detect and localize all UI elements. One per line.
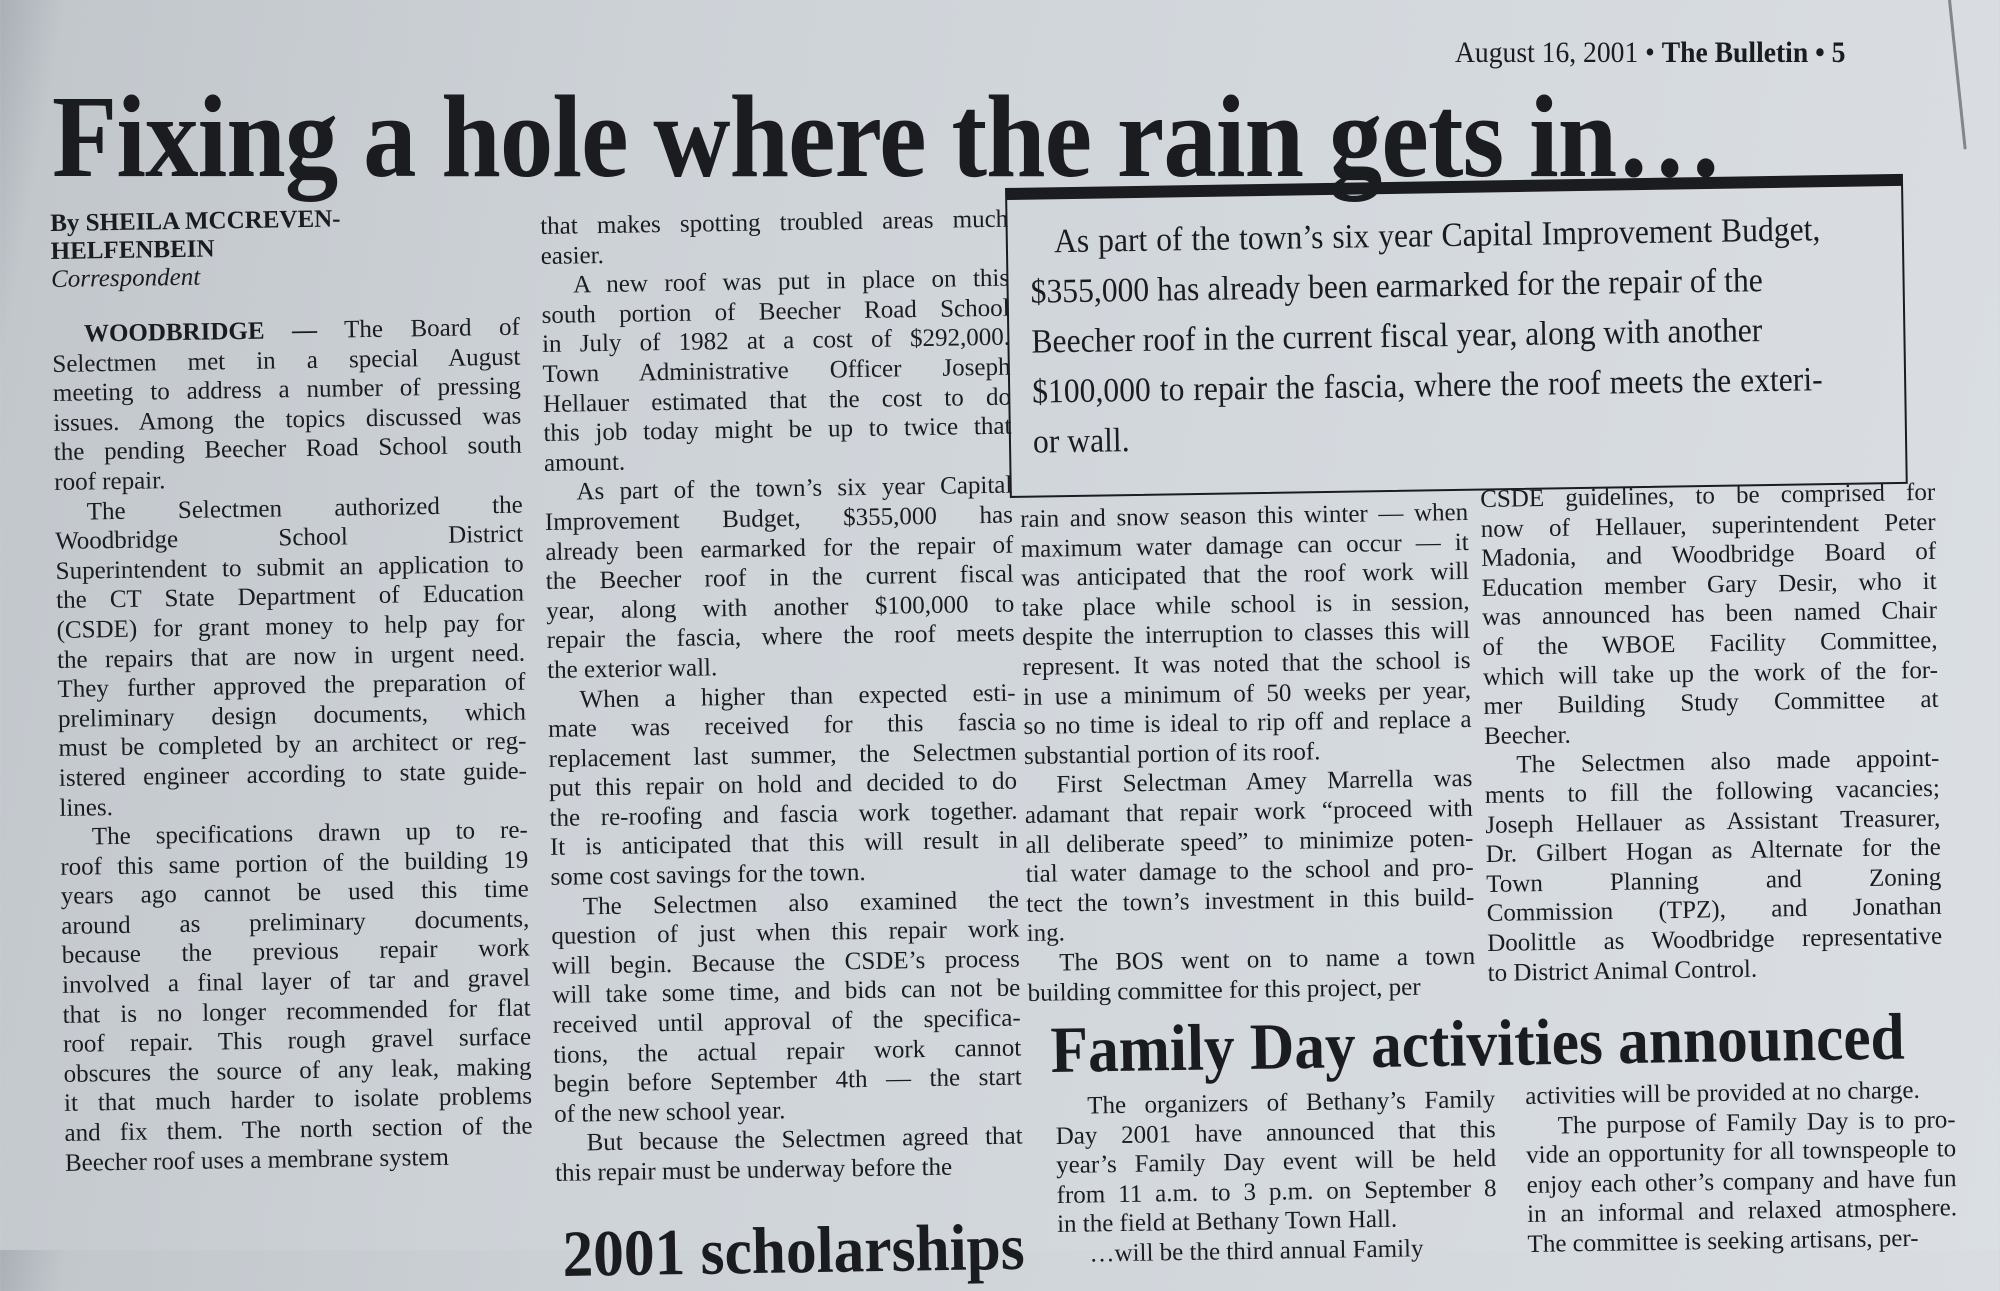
page-dateline bbox=[1455, 36, 1845, 70]
paragraph bbox=[55, 490, 528, 823]
text-line: replacement last summer, the Selectmen bbox=[548, 738, 1017, 773]
article-body bbox=[540, 205, 1023, 1189]
paragraph bbox=[1055, 1085, 1497, 1240]
text-line: …will be the third annual Family bbox=[1089, 1235, 1424, 1268]
text-line: because the previous repair work bbox=[61, 935, 530, 970]
text-line: lines. bbox=[59, 793, 114, 822]
text-line: was anticipated that the roof work will bbox=[1020, 558, 1470, 593]
text-line: the CT State Department of Education bbox=[55, 579, 525, 615]
text-line: year’s Family Day event will be held bbox=[1055, 1145, 1497, 1180]
text-line: which will take up the work of the for- bbox=[1482, 656, 1939, 691]
text-line: mate was received for this fascia bbox=[547, 708, 1017, 744]
paragraph bbox=[540, 205, 1009, 272]
text-line: already been earmarked for the repair of bbox=[545, 531, 1014, 566]
text-line: it that much harder to isolate problems bbox=[63, 1082, 533, 1118]
byline: By SHEILA MCCREVEN- HELFENBEIN bbox=[50, 205, 341, 265]
pull-quote: As part of the town’s six year Capital Improvement Budget, $355,000 has already been earmarked for the repair of the Beecher roof in the current fiscal year, along with another $100,000 to repair the fascia, where the roof meets the exteri- or wall. bbox=[1030, 211, 1823, 461]
publication-name: The Bulletin bbox=[1661, 36, 1809, 69]
paragraph bbox=[52, 313, 523, 498]
text-line: begin before September 4th — the start bbox=[553, 1063, 1022, 1099]
paragraph bbox=[551, 885, 1023, 1129]
text-line: involved a final layer of tar and gravel bbox=[61, 964, 531, 999]
article-body bbox=[1055, 1085, 1498, 1269]
text-line: south portion of Beecher Road School bbox=[541, 294, 1010, 329]
text-line: It is anticipated that this will result in bbox=[549, 827, 1019, 862]
paragraph bbox=[547, 678, 1018, 892]
text-line: roof repair. bbox=[54, 467, 166, 496]
text-line: (CSDE) for grant money to help pay for bbox=[56, 609, 525, 644]
text-line: Selectmen met in a special August bbox=[52, 343, 521, 378]
text-line: rain and snow season this winter — when bbox=[1020, 498, 1469, 533]
text-line: was announced has been named Chair bbox=[1481, 597, 1938, 632]
text-line: Madonia, and Woodbridge Board of bbox=[1480, 538, 1937, 573]
text-line: The Selectmen also made appoint- bbox=[1516, 745, 1940, 779]
text-line: the repairs that are now in urgent need. bbox=[56, 639, 526, 674]
article-column-2 bbox=[540, 205, 1023, 1189]
text-line: But because the Selectmen agreed that bbox=[586, 1122, 1023, 1157]
text-line: obscures the source of any leak, making bbox=[63, 1053, 532, 1088]
text-line: Beecher roof uses a membrane system bbox=[64, 1143, 450, 1177]
text-fragment: The Board of bbox=[343, 313, 521, 344]
paragraph bbox=[1484, 744, 1943, 988]
text-line: will take some time, and bids can not be bbox=[552, 974, 1021, 1010]
text-line: mer Building Study Committee at bbox=[1483, 685, 1939, 721]
text-line: When a higher than expected esti- bbox=[579, 679, 1016, 713]
text-line: that makes spotting troubled areas much bbox=[540, 205, 1009, 240]
text-line: roof this same portion of the building 19 bbox=[60, 846, 529, 881]
article-body bbox=[1525, 1075, 1958, 1259]
text-line: roof repair. This rough gravel surface bbox=[62, 1023, 532, 1059]
text-line: building committee for this project, per bbox=[1027, 973, 1421, 1007]
family-day-headline: Family Day activities announced bbox=[1049, 1000, 1906, 1087]
text-line: put this repair on hold and decided to do bbox=[548, 767, 1018, 803]
text-line: First Selectman Amey Marrella was bbox=[1056, 765, 1473, 799]
text-line: tect the town’s investment in this build- bbox=[1026, 883, 1475, 918]
article-body bbox=[52, 313, 533, 1178]
text-line: now of Hellauer, superintendent Peter bbox=[1480, 508, 1936, 543]
paragraph bbox=[1024, 764, 1475, 949]
article-column-3 bbox=[1020, 498, 1476, 1008]
text-line: A new roof was put in place on this bbox=[572, 264, 1010, 299]
text-line: despite the interruption to classes this will bbox=[1021, 617, 1471, 652]
text-line: from 11 a.m. to 3 p.m. on September 8 bbox=[1056, 1174, 1497, 1209]
text-line: of the WBOE Facility Committee, bbox=[1482, 626, 1938, 661]
text-line: Education member Gary Desir, who it bbox=[1481, 567, 1937, 602]
text-line: Improvement Budget, $355,000 has bbox=[544, 501, 1014, 536]
text-line: activities will be provided at no charge. bbox=[1525, 1076, 1920, 1110]
paragraph bbox=[1480, 478, 1939, 751]
text-line: substantial portion of its roof. bbox=[1023, 738, 1321, 770]
text-line: will begin. Because the CSDE’s process bbox=[551, 945, 1021, 980]
text-line: Joseph Hellauer as Assistant Treasurer, bbox=[1485, 804, 1941, 839]
main-headline: Fixing a hole where the rain gets in… bbox=[52, 71, 1723, 202]
text-line: istered engineer according to state guide- bbox=[58, 757, 528, 792]
text-line: Town Planning and Zoning bbox=[1486, 863, 1942, 898]
page-fold-line bbox=[1948, 0, 1967, 149]
text-line: Dr. Gilbert Hogan as Alternate for the bbox=[1485, 833, 1941, 869]
text-line: tions, the actual repair work cannot bbox=[553, 1034, 1022, 1069]
paragraph bbox=[1027, 942, 1476, 1008]
text-line: tial water damage to the school and pro- bbox=[1025, 854, 1474, 889]
text-line: Beecher. bbox=[1483, 721, 1571, 750]
text-line: The Selectmen authorized the bbox=[86, 491, 523, 526]
text-line: preliminary design documents, which bbox=[57, 698, 527, 733]
text-line: this repair must be underway before the bbox=[554, 1153, 953, 1187]
text-line: vide an opportunity for all townspeople to bbox=[1525, 1135, 1957, 1170]
text-line: Woodbridge School District bbox=[54, 520, 524, 556]
text-line: the re-roofing and fascia work together. bbox=[549, 797, 1018, 832]
text-line: that is no longer recommended for flat bbox=[62, 994, 531, 1029]
paragraph bbox=[1525, 1105, 1957, 1260]
paragraph bbox=[541, 264, 1012, 478]
text-line: amount. bbox=[543, 448, 626, 477]
text-line: ments to fill the following vacancies; bbox=[1484, 774, 1941, 809]
text-line: Town Administrative Officer Joseph bbox=[542, 353, 1011, 388]
text-line: enjoy each other’s company and have fun bbox=[1526, 1165, 1957, 1199]
text-line: Superintendent to submit an application to bbox=[55, 550, 524, 585]
family-day-headline-wrap bbox=[1049, 1000, 1969, 1087]
text-line: The purpose of Family Day is to pro- bbox=[1557, 1105, 1956, 1140]
text-line: in the field at Bethany Town Hall. bbox=[1056, 1206, 1398, 1239]
text-line: The specifications drawn up to re- bbox=[91, 816, 529, 851]
text-line: question of just when this repair work bbox=[551, 915, 1020, 951]
text-line: in July of 1982 at a cost of $292,000. bbox=[541, 324, 1011, 359]
paragraph bbox=[1020, 498, 1472, 771]
issue-date: August 16, 2001 bbox=[1455, 36, 1639, 69]
text-line: represent. It was noted that the school is bbox=[1022, 646, 1471, 681]
text-line: The organizers of Bethany’s Family bbox=[1087, 1086, 1496, 1120]
paragraph bbox=[60, 816, 534, 1178]
pull-quote-box bbox=[1005, 174, 1908, 498]
text-line: in use a minimum of 50 weeks per year, bbox=[1022, 676, 1472, 711]
text-line: ing. bbox=[1026, 919, 1066, 948]
text-line: Day 2001 have announced that this bbox=[1055, 1115, 1496, 1150]
text-line: As part of the town’s six year Capital bbox=[576, 471, 1013, 506]
text-line: Hellauer estimated that the cost to do bbox=[542, 383, 1012, 418]
text-line: and fix them. The north section of the bbox=[64, 1112, 533, 1147]
text-line: They further approved the preparation of bbox=[57, 668, 526, 704]
text-line: meeting to address a number of pressing bbox=[52, 372, 522, 408]
text-line: this job today might be up to twice that bbox=[543, 412, 1012, 448]
text-line: CSDE guidelines, to be comprised for bbox=[1480, 478, 1936, 513]
text-line: so no time is ideal to rip off and replace a bbox=[1023, 706, 1472, 741]
byline-role: Correspondent bbox=[50, 263, 201, 293]
article-column-1 bbox=[50, 203, 533, 1178]
text-line: the pending Beecher Road School south bbox=[53, 431, 522, 467]
text-line: The committee is seeking artisans, per- bbox=[1527, 1224, 1919, 1258]
text-line: repair the fascia, where the roof meets bbox=[546, 619, 1015, 655]
paragraph bbox=[554, 1122, 1023, 1189]
text-line: easier. bbox=[540, 241, 605, 270]
text-line: the Beecher roof in the current fiscal bbox=[545, 560, 1014, 596]
text-line: take place while school is in session, bbox=[1021, 587, 1470, 622]
text-line: issues. Among the topics discussed was bbox=[53, 402, 522, 437]
text-line: of the new school year. bbox=[553, 1097, 786, 1128]
text-line: in an informal and relaxed atmosphere. bbox=[1526, 1194, 1958, 1229]
text-line: The Selectmen also examined the bbox=[582, 886, 1020, 921]
text-line: Doolittle as Woodbridge representative bbox=[1486, 922, 1943, 957]
article-body bbox=[1020, 498, 1476, 1008]
text-line: year, along with another $100,000 to bbox=[546, 590, 1015, 625]
text-line: Commission (TPZ), and Jonathan bbox=[1486, 893, 1942, 928]
scholarships-headline-wrap bbox=[561, 1210, 1060, 1291]
text-line: all deliberate speed” to minimize poten- bbox=[1025, 824, 1474, 859]
text-line: years ago cannot be used this time bbox=[60, 875, 529, 911]
text-line: maximum water damage can occur — it bbox=[1020, 528, 1469, 563]
page-number: 5 bbox=[1831, 36, 1846, 69]
text-line: to District Animal Control. bbox=[1487, 955, 1758, 987]
text-line: adamant that repair work “proceed with bbox=[1024, 794, 1474, 829]
text-line: must be completed by an architect or reg- bbox=[58, 727, 527, 763]
text-line: the exterior wall. bbox=[546, 654, 718, 684]
text-line: The BOS went on to name a town bbox=[1058, 942, 1476, 977]
scholarships-headline: 2001 scholarships bbox=[561, 1210, 1026, 1291]
dateline-place: WOODBRIDGE — bbox=[83, 316, 318, 348]
text-line: received until approval of the specifica- bbox=[552, 1004, 1021, 1039]
article-body bbox=[1480, 478, 1943, 988]
article-column-4 bbox=[1480, 478, 1943, 988]
text-line: some cost savings for the town. bbox=[550, 859, 866, 891]
paragraph bbox=[544, 471, 1015, 685]
separator-bullet: • bbox=[1645, 36, 1655, 69]
text-line: around as preliminary documents, bbox=[61, 905, 530, 940]
family-day-column-1 bbox=[1055, 1085, 1498, 1269]
family-day-column-2 bbox=[1525, 1075, 1958, 1259]
separator-bullet: • bbox=[1815, 36, 1825, 69]
paragraph bbox=[1057, 1233, 1497, 1270]
